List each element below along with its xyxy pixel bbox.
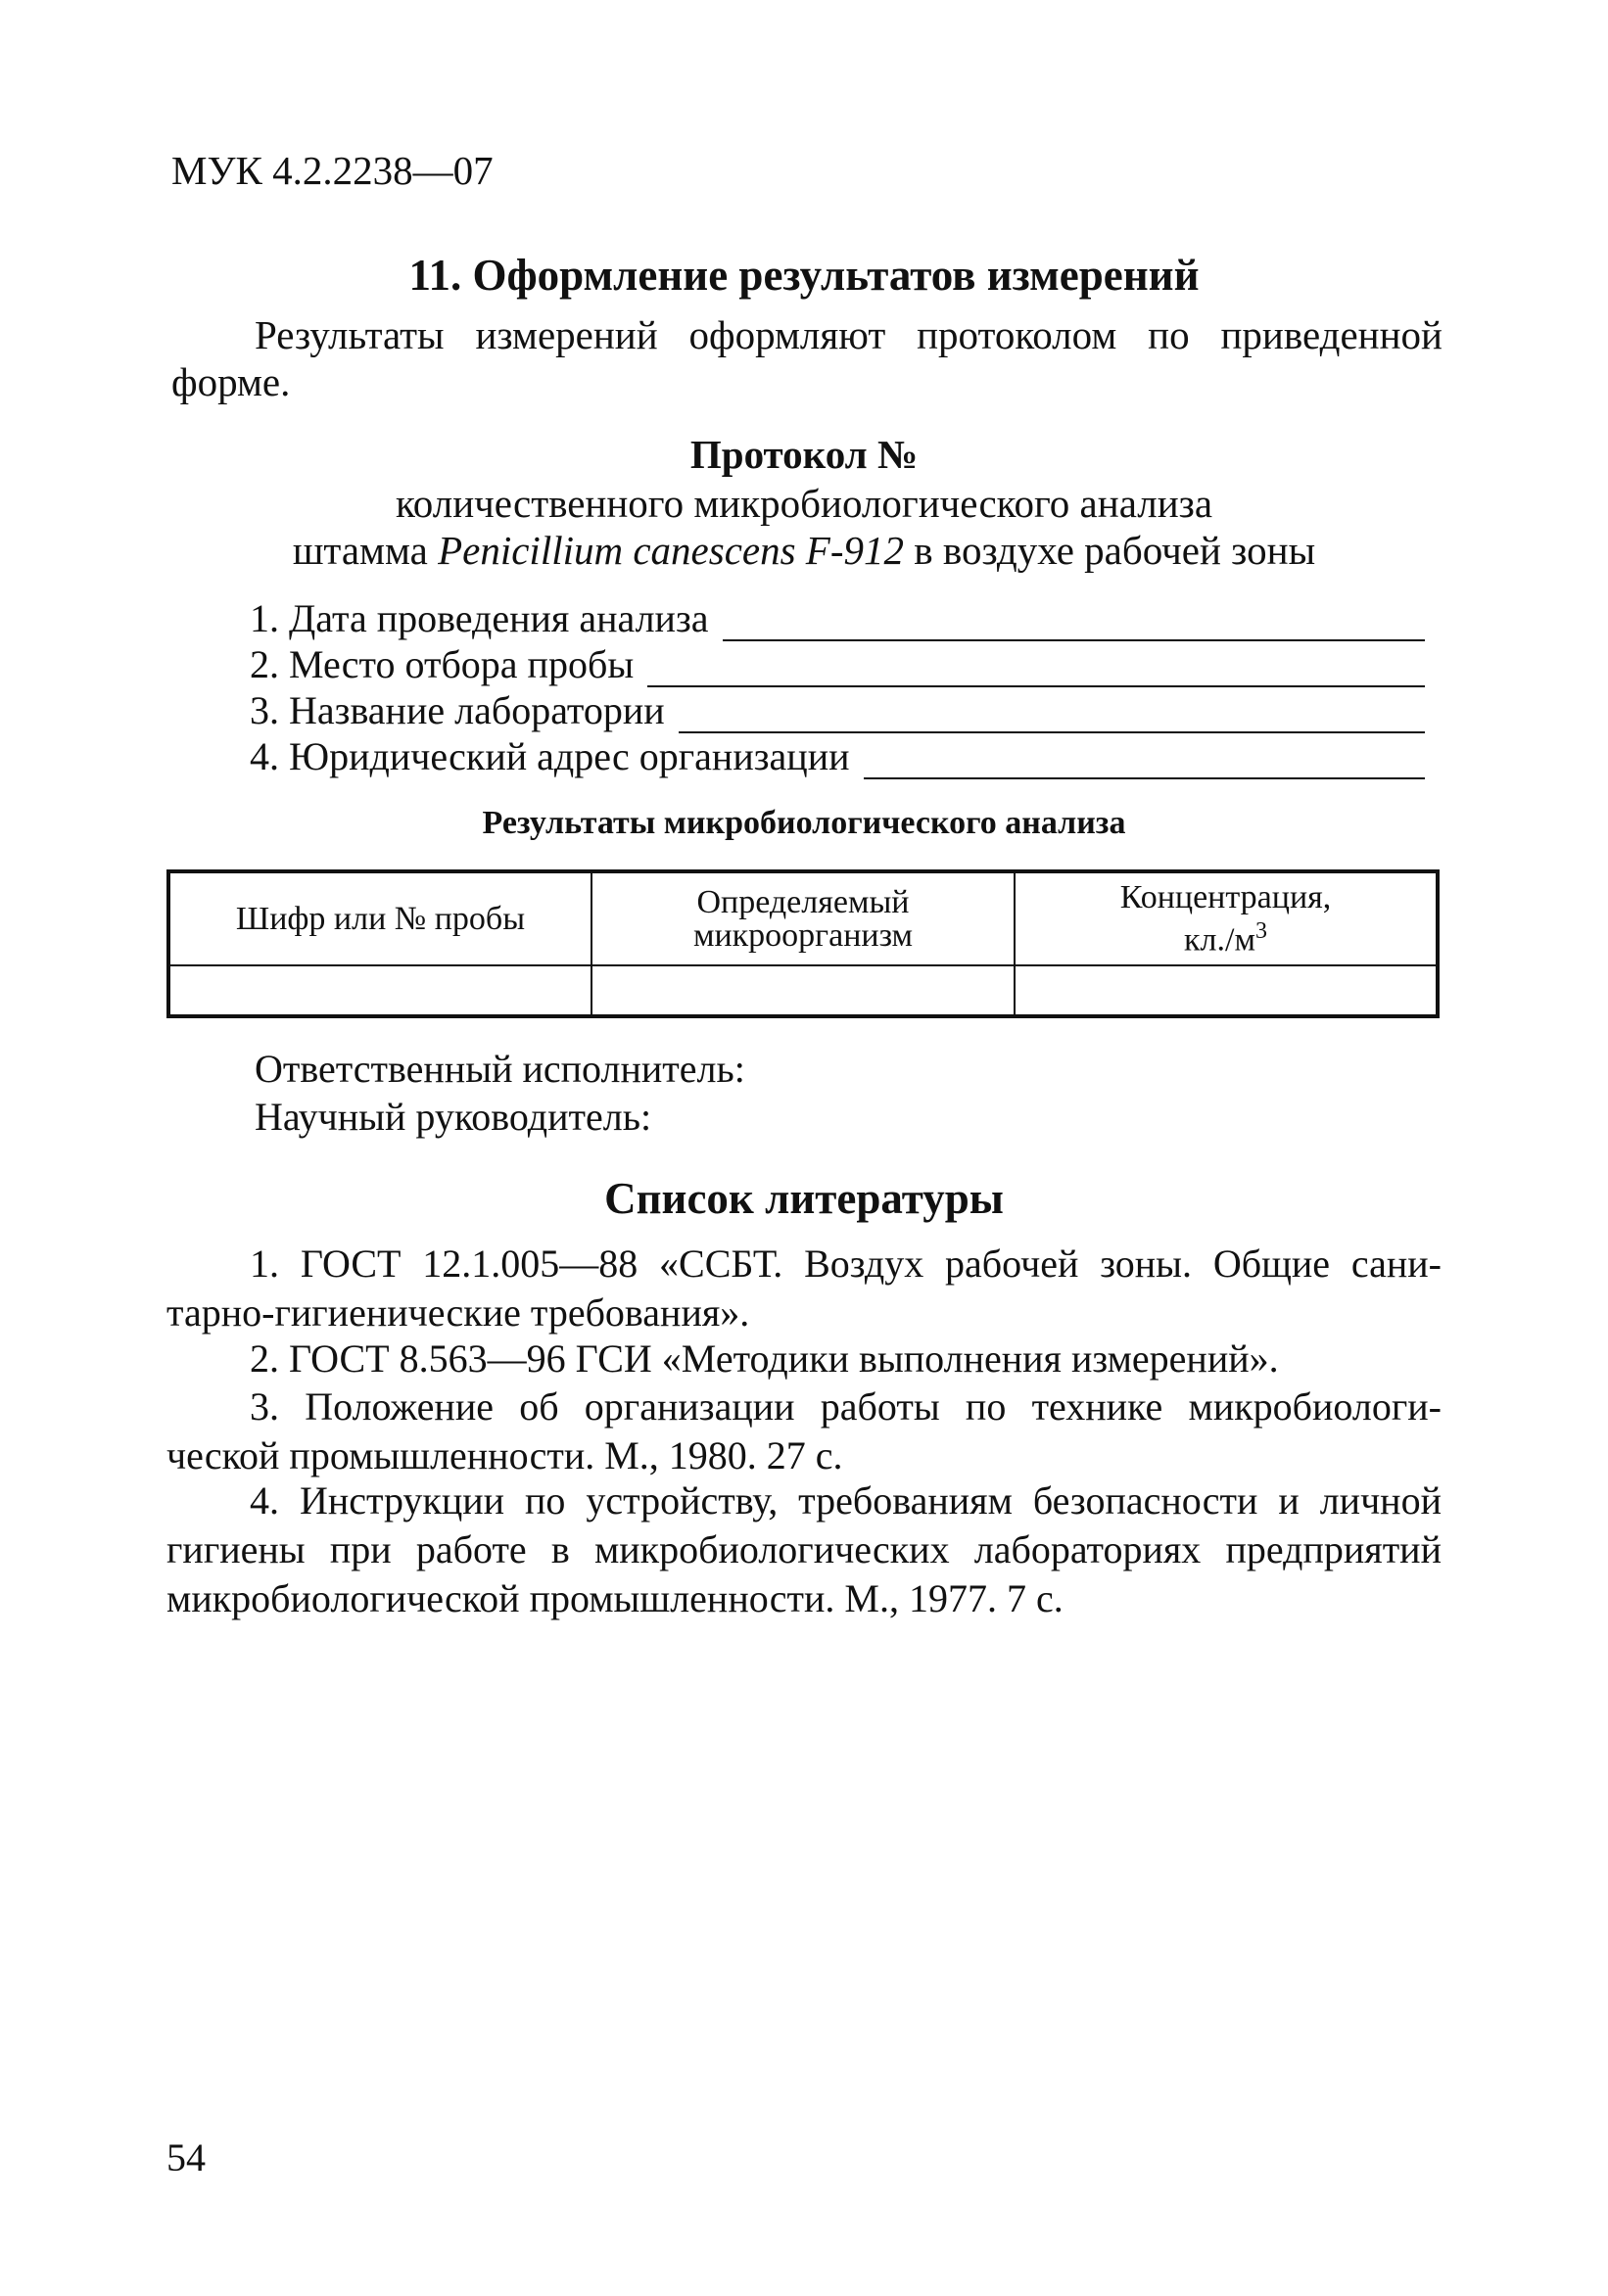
subtitle-text-pre: штамма bbox=[292, 528, 439, 573]
fill-in-line[interactable] bbox=[864, 742, 1426, 779]
table-header-row bbox=[168, 871, 1438, 965]
document-code: МУК 4.2.2238—07 bbox=[171, 148, 494, 193]
reference-item: 1. ГОСТ 12.1.005—88 «ССБТ. Воздух рабочей зоны. Общие сани- тарно-гигиенические требования». bbox=[166, 1242, 1442, 1335]
table-cell[interactable] bbox=[1015, 965, 1438, 1016]
fill-in-line[interactable] bbox=[723, 604, 1425, 641]
field-label: 4. Юридический адрес организации bbox=[250, 734, 850, 778]
intro-line-1: Результаты измерений оформляют протоколом по приведенной bbox=[255, 312, 1442, 357]
responsible-executor-label: Ответственный исполнитель: bbox=[255, 1047, 745, 1091]
protocol-title: Протокол № bbox=[689, 432, 919, 477]
fill-in-line[interactable] bbox=[679, 696, 1425, 733]
results-table bbox=[166, 869, 1440, 1018]
section-title: 11. Оформление результатов измерений bbox=[408, 251, 1200, 300]
field-sampling-place bbox=[250, 641, 1425, 687]
table-cell[interactable] bbox=[168, 965, 591, 1016]
strain-name: Penicillium canescens F-912 bbox=[438, 528, 904, 573]
results-title: Результаты микробиологического анализа bbox=[482, 805, 1126, 841]
intro-line-2: форме. bbox=[171, 359, 291, 404]
field-label: 2. Место отбора пробы bbox=[250, 642, 635, 686]
table-row bbox=[168, 965, 1438, 1016]
field-label: 3. Название лаборатории bbox=[250, 688, 665, 732]
field-label: 1. Дата проведения анализа bbox=[250, 596, 709, 640]
table-cell[interactable] bbox=[591, 965, 1015, 1016]
page-number: 54 bbox=[166, 2135, 206, 2179]
fill-in-line[interactable] bbox=[647, 650, 1425, 687]
subtitle-text-post: в воздухе рабочей зоны bbox=[904, 528, 1316, 573]
literature-title: Список литературы bbox=[604, 1174, 1004, 1223]
protocol-subtitle-2 bbox=[0, 527, 1608, 574]
column-header-sample-code: Шифр или № пробы bbox=[168, 871, 591, 965]
intro-paragraph bbox=[171, 311, 1442, 405]
column-header-microorganism: Определяемый микроорганизм bbox=[591, 871, 1015, 965]
field-legal-address bbox=[250, 733, 1425, 779]
field-analysis-date bbox=[250, 595, 1425, 641]
column-header-concentration: Концентрация, $кл./м^3$ bbox=[1015, 871, 1438, 965]
reference-item: 3. Положение об организации работы по технике микробиологи- ческой промышленности. М., 1980. 27 с. bbox=[166, 1384, 1442, 1477]
protocol-subtitle-1: количественного микробиологического анализа bbox=[395, 481, 1213, 526]
reference-item: 2. ГОСТ 8.563—96 ГСИ «Методики выполнения измерений». bbox=[250, 1336, 1279, 1381]
field-laboratory-name bbox=[250, 687, 1425, 733]
scientific-supervisor-label: Научный руководитель: bbox=[255, 1095, 652, 1139]
reference-item: 4. Инструкции по устройству, требованиям безопасности и личной гигиены при работе в микробиологических лабораториях предприятий микробиологической промышленности. М., 1977. 7 с. bbox=[166, 1478, 1442, 1620]
